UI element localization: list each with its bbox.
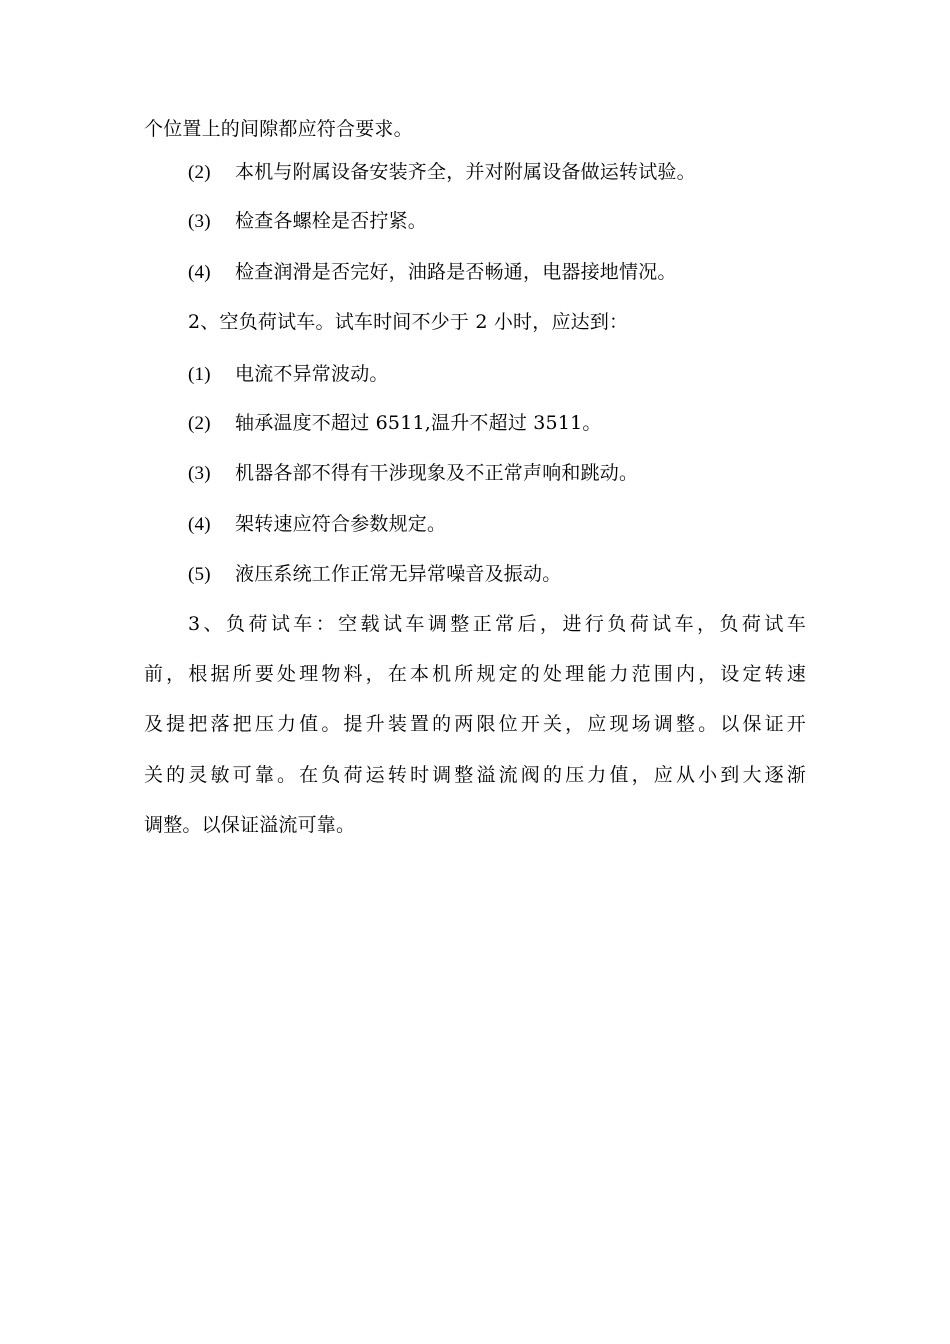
item-text: 机器各部不得有干涉现象及不正常声响和跳动。 xyxy=(235,462,639,484)
paragraph-line: 及提把落把压力值。提升装置的两限位开关，应现场调整。以保证开 xyxy=(144,713,806,735)
item-number: (5) xyxy=(188,564,211,585)
item-text: 检查各螺栓是否拧紧。 xyxy=(235,210,428,232)
paragraph-line: 关的灵敏可靠。在负荷运转时调整溢流阀的压力值，应从小到大逐渐 xyxy=(144,764,806,786)
item-number: (2) xyxy=(188,413,211,434)
continuation-line: 个位置上的间隙都应符合要求。 xyxy=(144,118,413,140)
item-number: (2) xyxy=(188,162,211,183)
item-text: 轴承温度不超过 6511,温升不超过 3511。 xyxy=(235,412,602,434)
item-number: (4) xyxy=(188,514,211,535)
item-text: 本机与附属设备安装齐全，并对附属设备做运转试验。 xyxy=(235,161,696,183)
list-item xyxy=(188,160,696,185)
paragraph-line: 3、负荷试车：空载试车调整正常后，进行负荷试车，负荷试车 xyxy=(188,613,806,635)
item-text: 液压系统工作正常无异常噪音及振动。 xyxy=(235,563,562,585)
list-item xyxy=(188,411,602,436)
list-item xyxy=(188,461,638,486)
item-number: (3) xyxy=(188,463,211,484)
item-text: 架转速应符合参数规定。 xyxy=(235,513,447,535)
item-number: (1) xyxy=(188,364,211,385)
item-number: (4) xyxy=(188,262,211,283)
list-item xyxy=(188,512,446,537)
list-item xyxy=(188,362,389,387)
section-heading: 2、空负荷试车。试车时间不少于 2 小时，应达到： xyxy=(188,311,629,333)
list-item xyxy=(188,209,427,234)
list-item xyxy=(188,562,561,587)
paragraph-line: 调整。以保证溢流可靠。 xyxy=(144,814,356,836)
item-text: 电流不异常波动。 xyxy=(235,363,389,385)
paragraph-line: 前，根据所要处理物料，在本机所规定的处理能力范围内，设定转速 xyxy=(144,663,806,685)
list-item xyxy=(188,260,677,285)
item-number: (3) xyxy=(188,211,211,232)
item-text: 检查润滑是否完好，油路是否畅通，电器接地情况。 xyxy=(235,261,677,283)
